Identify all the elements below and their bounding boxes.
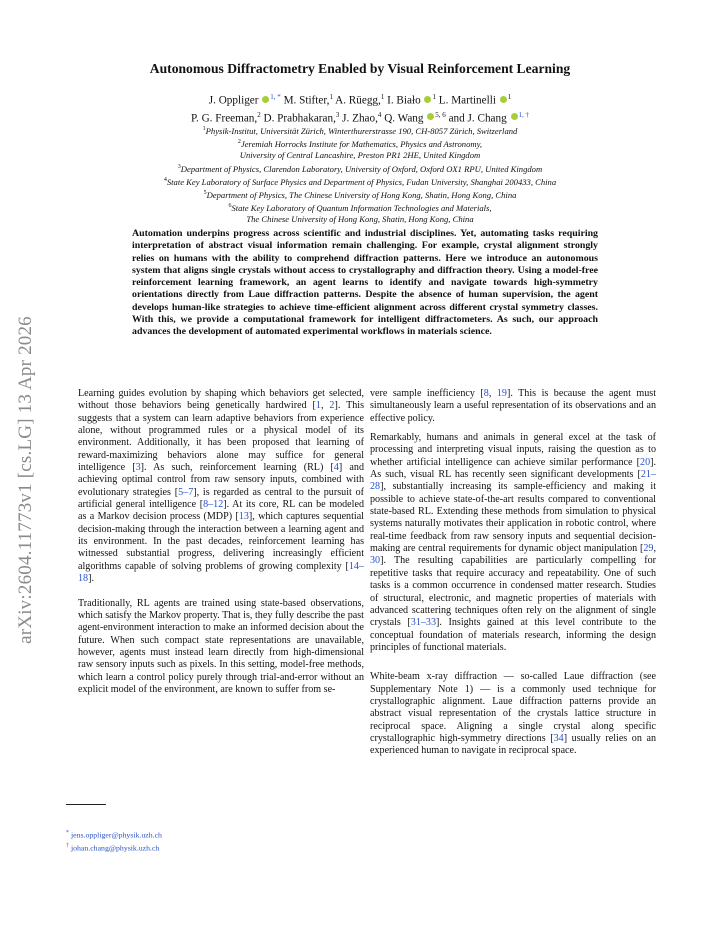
author-name: Q. Wang xyxy=(384,112,424,125)
affiliation-number: 4 xyxy=(163,176,167,183)
orcid-icon[interactable] xyxy=(262,96,269,103)
author-name: L. Martinelli xyxy=(438,94,496,107)
author-name: D. Prabhakaran, xyxy=(263,112,336,125)
affiliation-line xyxy=(60,150,660,161)
body-paragraph: Remarkably, humans and animals in general excel at the task of processing and interpreting visual inputs, raising the question as to whether artificial intelligence can achieve similar performance [20]. As such, visual RL has recently seen significant developments [21–28], substantially increasing its sample-efficiency and making it possible to achieve state-of-the-art results compared to conventional state-based RL. Extending these methods from simulation to physical systems naturally motivates their application in robotic control, where real-time feedback from raw sensory inputs and sequential decision-making are central requirements for dynamic object manipulation [29, 30]. The resulting capabilities are particularly compelling for repetitive tasks that require accuracy and repeatability. One of such tasks is a common occurrence in condensed matter research. Studies of structural, electronic, and magnetic properties of materials with advanced scattering techniques often rely on the alignment of single crystals [31–33]. Insights gained at this level contribute to the conceptual foundation of materials research, informing the design principles of functional materials. xyxy=(370,432,656,653)
citation-link[interactable]: 2 xyxy=(329,400,335,412)
citation-link[interactable]: 1 xyxy=(315,400,321,412)
citation-link[interactable]: 30 xyxy=(370,555,381,567)
affiliation-line xyxy=(60,188,660,201)
author-name: J. Zhao, xyxy=(342,112,378,125)
arxiv-id: arXiv:2604.11773v1 [cs.LG] 13 Apr 2026 xyxy=(15,316,36,644)
citation-link[interactable]: 4 xyxy=(333,462,339,474)
body-column-left xyxy=(78,388,364,696)
affiliation-text: State Key Laboratory of Surface Physics and Department of Physics, Fudan University, Shanghai 200433, China xyxy=(166,176,557,187)
affiliation-text: State Key Laboratory of Quantum Information Technologies and Materials, xyxy=(231,202,492,213)
footnote xyxy=(66,828,316,841)
affiliation-marker: 1 xyxy=(329,93,333,101)
affiliation-line xyxy=(60,162,660,175)
citation-link[interactable]: 13 xyxy=(238,511,249,523)
affiliation-text: The Chinese University of Hong Kong, Shatin, Hong Kong, China xyxy=(246,214,474,225)
footnote-mark: * xyxy=(66,830,69,836)
footnote xyxy=(66,841,316,854)
citation-link[interactable]: 19 xyxy=(496,388,507,399)
affiliation-text: University of Central Lancashire, Preston PR1 2HE, United Kingdom xyxy=(239,150,481,161)
author-line xyxy=(60,90,660,108)
affiliation-line xyxy=(60,124,660,137)
paper-title: Autonomous Diffractometry Enabled by Visual Reinforcement Learning xyxy=(149,61,571,76)
orcid-icon[interactable] xyxy=(427,113,434,120)
author-list xyxy=(60,90,660,125)
citation-link[interactable]: 31–33 xyxy=(410,617,437,629)
affiliation-list xyxy=(60,124,660,226)
affiliation-number: 1 xyxy=(202,126,206,132)
affiliation-number: 3 xyxy=(177,163,181,170)
affiliation-number: 2 xyxy=(237,139,241,146)
citation-link[interactable]: 14–18 xyxy=(78,560,364,585)
citation-link[interactable]: 21–28 xyxy=(370,469,656,493)
orcid-icon[interactable] xyxy=(424,96,431,103)
author-name: and J. Chang xyxy=(448,112,507,125)
affiliation-text: Jeremiah Horrocks Institute for Mathematics, Physics and Astronomy, xyxy=(240,139,483,150)
footnote-mark: † xyxy=(66,842,69,849)
affiliation-text: Department of Physics, Clarendon Laboratory, University of Oxford, Oxford OX1 RPU, United Kingdom xyxy=(180,163,543,174)
affiliation-number: 6 xyxy=(228,203,232,210)
affiliation-number: 5 xyxy=(203,189,207,196)
affiliation-marker: 5, 6 xyxy=(435,110,446,119)
affiliation-marker: 1 xyxy=(432,93,436,101)
author-name: I. Biało xyxy=(387,94,421,107)
affiliation-marker: 1, * xyxy=(270,93,281,101)
affiliation-marker: 1 xyxy=(507,93,512,101)
body-paragraph: Traditionally, RL agents are trained using state-based observations, which satisfy the Markov property. That is, they fully describe the past agent-environment interaction to make an informed decision about the future. When such compact state representations are unavailable, however, agents must instead learn directly from high-dimensional raw sensory inputs such as pixels. In this setting, model-free methods, which learn a control policy purely through trial-and-error without an explicit model of the environment, are known to suffer from se- xyxy=(78,597,364,695)
affiliation-marker: 4 xyxy=(377,110,382,119)
citation-link[interactable]: 3 xyxy=(135,462,141,474)
body-paragraph: Learning guides evolution by shaping which behaviors get selected, without those behaviors being genetically hardwired [1, 2]. This suggests that a system can learn adaptive behaviors from experience alone, without programmed rules or a physical model of its environment. Additionally, it has been proposed that learning of reward-maximizing behaviors alone may suffice for general intelligence [3]. As such, reinforcement learning (RL) [4] and achieving optimal control from raw sensory inputs, combined with evolutionary strategies [5–7], is regarded as central to the pursuit of artificial general intelligence [8–12]. At its core, RL can be modeled as a Markov decision process (MDP) [13], which captures sequential decision-making through the interaction between a learning agent and its environment. In the past decades, reinforcement learning has witnessed substantial progress, delivering increasingly efficient algorithms capable of solving problems of growing complexity [14–18]. xyxy=(78,388,365,585)
body-paragraph: vere sample inefficiency [8, 19]. This is because the agent must simultaneously learn a useful representation of its observations and an effective policy. xyxy=(370,388,657,424)
citation-link[interactable]: 29 xyxy=(643,543,654,555)
abstract: Automation underpins progress across scientific and industrial disciplines. Yet, automating tasks requiring interpretation of abstract visual information remain challenging. For example, crystal alignment strongly relies on humans with the ability to comprehend diffraction patterns. Here we introduce an autonomous system that aligns single crystals without access to crystallography and diffraction theory. Using a model-free reinforcement learning framework, an agent learns to identify and navigate towards high-symmetry orientations directly from Laue diffraction patterns. Despite the absence of human supervision, the agent develops human-like strategies to achieve time-efficient alignment across different crystal symmetry classes. With this, we provide a computational framework for intelligent diffractometers. As such, our approach advances the development of automated experimental workflows in materials science. xyxy=(132,228,598,338)
affiliation-marker: 1, † xyxy=(518,110,529,119)
email-link[interactable]: johan.chang@physik.uzh.ch xyxy=(70,843,160,853)
orcid-icon[interactable] xyxy=(511,113,518,120)
affiliation-text: Physik-Institut, Universität Zürich, Winterthurerstrasse 190, CH-8057 Zürich, Switzerland xyxy=(205,125,518,136)
affiliation-line xyxy=(60,201,660,214)
affiliation-marker: 2 xyxy=(257,110,261,119)
body-column-right xyxy=(370,388,656,758)
affiliation-line xyxy=(60,214,660,225)
author-name: J. Oppliger xyxy=(208,94,259,107)
citation-link[interactable]: 8–12 xyxy=(203,499,224,511)
author-name: M. Stifter, xyxy=(283,94,330,107)
author-name: P. G. Freeman, xyxy=(191,112,258,125)
affiliation-line xyxy=(60,175,660,188)
citation-link[interactable]: 8 xyxy=(483,388,489,399)
affiliation-text: Department of Physics, The Chinese University of Hong Kong, Shatin, Hong Kong, China xyxy=(206,189,517,200)
author-line xyxy=(60,108,660,126)
citation-link[interactable]: 34 xyxy=(553,732,564,744)
body-paragraph: White-beam x-ray diffraction — so-called Laue diffraction (see Supplementary Note 1) — is a commonly used technique for crystallographic alignment. Laue diffraction patterns provide an abstract visual representation of the crystals lattice structure in reciprocal space. Aligning a single crystal along specific crystallographic high-symmetry directions [34] usually relies on an experienced human to navigate in reciprocal space. xyxy=(370,671,657,757)
author-name: A. Rüegg, xyxy=(335,94,381,107)
affiliation-marker: 1 xyxy=(380,93,385,101)
affiliation-marker: 3 xyxy=(335,110,340,119)
email-link[interactable]: jens.oppliger@physik.uzh.ch xyxy=(70,830,162,840)
orcid-icon[interactable] xyxy=(500,96,507,103)
footnote-rule xyxy=(66,804,106,805)
footnotes xyxy=(66,828,316,853)
affiliation-line xyxy=(60,137,660,150)
citation-link[interactable]: 5–7 xyxy=(178,486,194,498)
arxiv-sidebar-stamp xyxy=(2,300,50,660)
citation-link[interactable]: 20 xyxy=(640,456,651,468)
